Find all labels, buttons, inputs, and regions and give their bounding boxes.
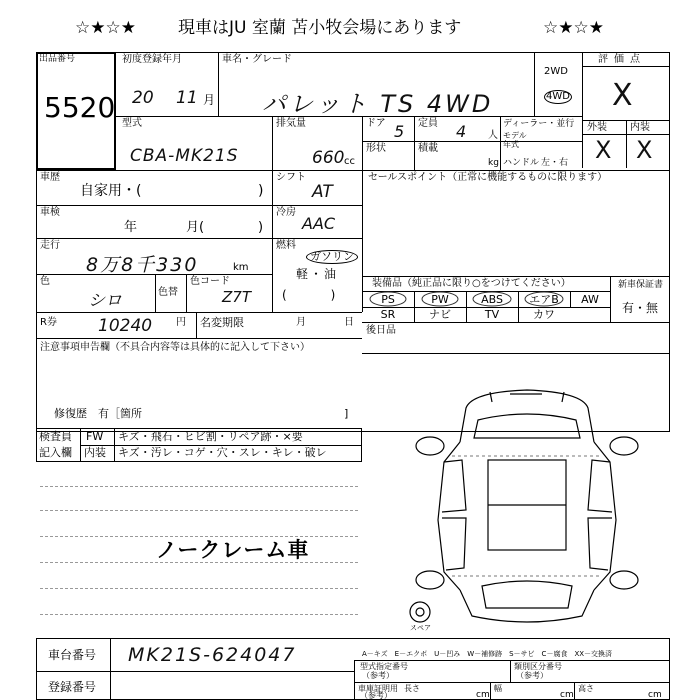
divider xyxy=(272,116,273,170)
height-unit: cm xyxy=(648,690,662,700)
equip-abs: ABS xyxy=(481,293,503,306)
car-name-value: パレット TS 4WD xyxy=(262,90,494,118)
recycle-unit: 円 xyxy=(176,317,186,328)
divider xyxy=(36,238,362,239)
car-diagram xyxy=(392,380,662,630)
shift-label: シフト xyxy=(276,172,306,183)
equip-sr: SR xyxy=(380,308,396,321)
size-label: 車庫証明用 xyxy=(358,684,398,693)
divider xyxy=(196,312,197,338)
equip-tv: TV xyxy=(484,308,500,321)
title-change-month: 月 xyxy=(296,317,306,328)
divider xyxy=(218,52,219,116)
aircon-label: 冷房 xyxy=(276,207,296,218)
recycle-value: 10240 xyxy=(98,316,153,336)
size-ref: （参考） xyxy=(360,691,392,700)
ruled-line xyxy=(40,486,358,487)
inspector-label-1: 検査員 xyxy=(39,430,72,443)
inspector-fw-items: キズ・飛石・ヒビ割・リペア跡・×要 xyxy=(118,430,303,443)
title-change-day: 日 xyxy=(344,317,354,328)
handle-options: 左・右 xyxy=(541,158,569,168)
ruled-line xyxy=(40,510,358,511)
int-value: X xyxy=(636,136,653,164)
color-change-label: 色替 xyxy=(158,287,178,298)
divider xyxy=(362,353,670,354)
color-label: 色 xyxy=(40,276,50,287)
repair-label: 修復歴 有［箇所 xyxy=(54,407,142,420)
inspection-label: 車検 xyxy=(40,207,60,218)
width-label: 幅 xyxy=(494,684,502,693)
first-reg-year: 20 xyxy=(132,88,154,108)
repair-close: ] xyxy=(344,407,349,420)
notes-label: 注意事項申告欄（不具合内容等は具体的に記入して下さい） xyxy=(40,342,310,353)
length-label: 長さ xyxy=(404,684,420,693)
equipment-label: 装備品（純正品に限り○をつけてください） xyxy=(372,278,571,289)
equip-airbag: エアB xyxy=(529,293,559,306)
divider xyxy=(362,141,582,142)
aircon-value: AAC xyxy=(302,214,336,233)
type-no-label: 型式指定番号 xyxy=(360,662,408,671)
banner-stars-right: ☆★☆★ xyxy=(543,18,604,38)
equip-leather: カワ xyxy=(533,308,555,321)
equip-ps: PS xyxy=(381,293,395,306)
fuel-gasoline: ガソリン xyxy=(306,250,358,264)
inspection-close: ) xyxy=(258,220,264,235)
divider xyxy=(574,682,575,700)
ruled-line xyxy=(40,562,358,563)
rating-label: 評価点 xyxy=(598,54,646,65)
model-value: CBA-MK21S xyxy=(130,146,239,166)
shape-label: 形状 xyxy=(366,143,386,154)
inspector-int-items: キズ・汚レ・コゲ・穴・スレ・キレ・破レ xyxy=(118,446,327,459)
divider xyxy=(36,205,362,206)
inspection-month: 月( xyxy=(186,220,205,235)
divider xyxy=(186,274,187,312)
equip-aw: AW xyxy=(581,293,599,306)
width-unit: cm xyxy=(560,690,574,700)
divider xyxy=(500,116,501,170)
doors-value: 5 xyxy=(394,122,405,141)
load-unit: kg xyxy=(488,158,499,168)
mileage-unit: km xyxy=(233,262,249,273)
mileage-value: 8万8千330 xyxy=(86,254,199,276)
lot-number: 5520 xyxy=(44,91,116,124)
divider xyxy=(110,638,111,700)
first-reg-month-unit: 月 xyxy=(203,93,216,107)
ext-value: X xyxy=(595,136,612,164)
color-value: シロ xyxy=(88,291,122,311)
divider xyxy=(510,660,511,682)
ruled-line xyxy=(40,614,358,615)
divider xyxy=(36,671,354,672)
capacity-label: 定員 xyxy=(418,118,438,129)
type-no-ref: （参考） xyxy=(362,671,394,680)
color-code: Z7T xyxy=(222,288,251,306)
equipment-circles xyxy=(362,290,610,308)
reg-no-label: 登録番号 xyxy=(48,680,97,694)
spare-label: スペア xyxy=(410,624,431,632)
inspector-fw: FW xyxy=(86,430,104,443)
chassis-label: 車台番号 xyxy=(48,648,97,662)
inspector-int: 内装 xyxy=(84,446,106,459)
divider xyxy=(534,52,535,116)
ruled-line xyxy=(40,588,358,589)
history-close: ) xyxy=(258,183,264,199)
handle-label: ハンドル xyxy=(503,158,540,168)
equip-pw: PW xyxy=(431,293,449,306)
class-no-ref: （参考） xyxy=(516,671,548,680)
model-label: 型式 xyxy=(122,118,142,129)
banner-text: 現車はJU 室蘭 苫小牧会場にあります xyxy=(178,18,462,38)
sales-point-label: セールスポイント（正常に機能するものに限ります） xyxy=(368,172,608,183)
title-change-label: 名変期限 xyxy=(200,316,244,329)
displacement-value: 660 xyxy=(312,148,345,168)
drive-2wd: 2WD xyxy=(544,66,568,77)
fuel-light-oil: 軽・油 xyxy=(296,267,339,281)
first-reg-month: 11 xyxy=(176,88,198,108)
divider xyxy=(36,170,670,171)
capacity-unit: 人 xyxy=(488,130,498,141)
fuel-label: 燃料 xyxy=(276,240,296,251)
shift-value: AT xyxy=(312,182,333,202)
mileage-label: 走行 xyxy=(40,240,60,251)
class-no-label: 類別区分番号 xyxy=(514,662,562,671)
divider xyxy=(414,116,415,170)
doors-label: ドア xyxy=(366,118,386,129)
warranty-options: 有・無 xyxy=(622,301,659,315)
ext-label: 外装 xyxy=(587,122,607,133)
divider xyxy=(610,276,611,322)
ruled-line xyxy=(40,536,358,537)
divider xyxy=(490,682,491,700)
divider xyxy=(36,338,362,339)
equip-navi: ナビ xyxy=(429,308,451,321)
divider xyxy=(626,120,627,168)
divider xyxy=(354,660,355,700)
load-label: 積載 xyxy=(418,143,438,154)
inspection-year: 年 xyxy=(124,220,138,235)
drive-4wd: 4WD xyxy=(546,91,570,102)
divider xyxy=(582,66,670,67)
warranty-label: 新車保証書 xyxy=(618,280,664,290)
fuel-paren: ( ) xyxy=(282,288,338,302)
divider xyxy=(116,116,582,117)
banner-stars-left: ☆★☆★ xyxy=(75,18,136,38)
color-code-label: 色コード xyxy=(190,276,230,287)
divider xyxy=(362,276,670,277)
divider xyxy=(36,312,362,313)
divider xyxy=(362,322,670,323)
lot-label: 出品番号 xyxy=(39,54,76,64)
recycle-label: R券 xyxy=(40,317,57,328)
displacement-label: 排気量 xyxy=(276,118,306,129)
damage-legend: A－キズ E－エクボ U－凹み W－補修跡 S－サビ C－腐食 XX－交換済 xyxy=(362,650,613,658)
after-label: 後日品 xyxy=(366,325,396,336)
divider xyxy=(582,52,583,168)
divider xyxy=(354,682,670,683)
first-reg-label: 初度登録年月 xyxy=(122,54,182,65)
rating-value: X xyxy=(612,78,633,113)
no-claim-text: ノークレーム車 xyxy=(156,538,310,562)
length-unit: cm xyxy=(476,690,490,700)
history-value: 自家用・( xyxy=(80,183,142,199)
history-label: 車歴 xyxy=(40,172,60,183)
displacement-unit: cc xyxy=(344,156,355,167)
divider xyxy=(155,274,156,312)
divider xyxy=(362,116,363,170)
model-year-label: モデル年式 xyxy=(503,131,527,149)
height-label: 高さ xyxy=(578,684,594,693)
chassis-value: MK21S-624047 xyxy=(128,644,297,666)
inspector-label-2: 記入欄 xyxy=(39,446,72,459)
dealer-label: ディーラー・並行 xyxy=(503,119,575,129)
divider xyxy=(354,660,670,661)
int-label: 内装 xyxy=(630,122,650,133)
capacity-value: 4 xyxy=(456,122,467,141)
divider xyxy=(272,170,273,312)
divider xyxy=(36,274,272,275)
car-name-label: 車名・グレード xyxy=(222,54,292,65)
